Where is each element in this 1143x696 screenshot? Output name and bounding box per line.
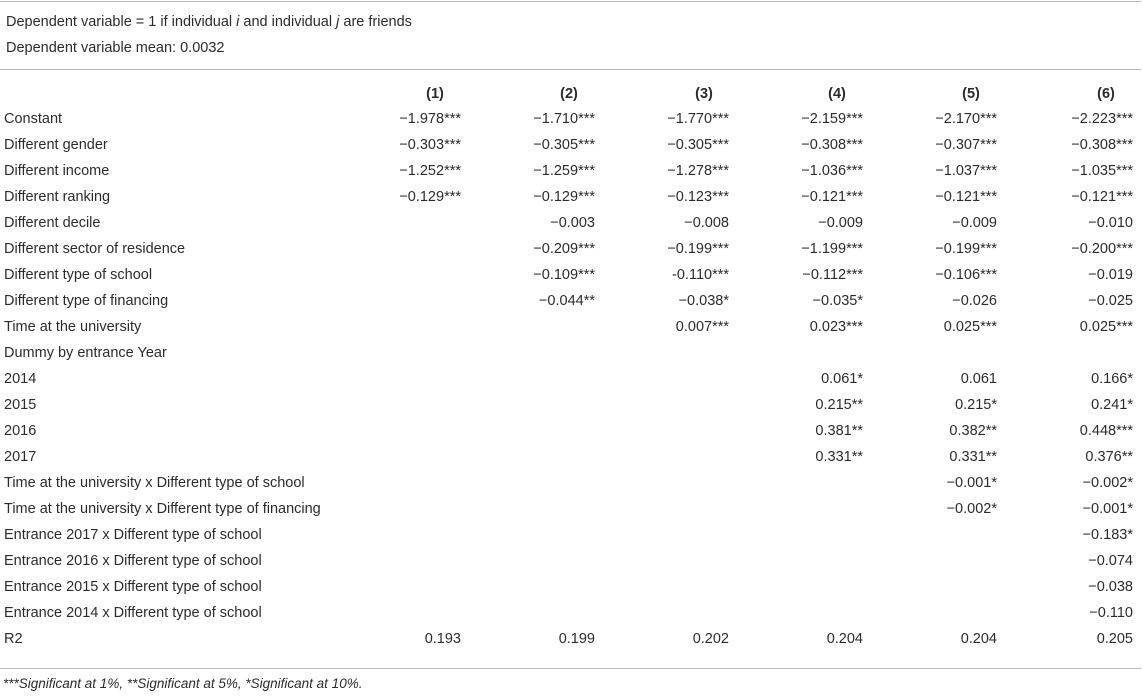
table-cell: −1.770*** [667,111,729,127]
table-row [0,392,1143,418]
table-cell: −1.278*** [667,163,729,179]
row-label: Different sector of residence [4,241,186,257]
table-row [0,574,1143,600]
table-cell: −0.307*** [935,137,997,153]
row-label: R2 [4,631,23,647]
dependent-mid: and individual [239,14,337,30]
table-cell: −0.026 [952,293,997,309]
table-cell: −0.110 [1089,605,1133,621]
table-cell: −0.303*** [399,137,461,153]
table-cell: −0.009 [952,215,997,231]
table-cell: −0.010 [1088,215,1133,231]
table-cell: 0.215** [815,397,863,413]
table-cell: −0.025 [1088,293,1133,309]
row-label: Entrance 2016 x Different type of school [4,553,262,569]
table-cell: −0.129*** [533,189,595,205]
table-cell: 0.025*** [943,319,997,335]
row-label: Time at the university [4,319,142,335]
table-cell: −0.003 [550,215,595,231]
row-label: Entrance 2015 x Different type of school [4,579,262,595]
row-label: Different type of financing [4,293,169,309]
table-row [0,340,1143,366]
table-cell: −0.002* [946,501,997,517]
row-label: 2015 [4,397,37,413]
table-cell: −0.106*** [935,267,997,283]
row-label: Constant [4,111,63,127]
table-cell: −0.305*** [667,137,729,153]
dependent-j: j [336,14,340,30]
dependent-mean-line: Dependent variable mean: 0.0032 [6,40,225,56]
table-cell: −0.308*** [801,137,863,153]
table-row [0,210,1143,236]
table-cell: −0.074 [1088,553,1133,569]
top-rule [0,1,1141,2]
table-body [0,106,1143,652]
table-cell: 0.023*** [809,319,863,335]
table-cell: 0.193 [424,631,461,647]
table-cell: −0.121*** [1071,189,1133,205]
table-cell: 0.061* [821,371,863,387]
table-row [0,262,1143,288]
column-header-5: (5) [962,86,980,102]
table-cell: −0.200*** [1071,241,1133,257]
row-label: Time at the university x Different type of school [4,475,305,491]
table-cell: −1.710*** [533,111,595,127]
table-cell: 0.202 [692,631,729,647]
table-cell: −1.259*** [533,163,595,179]
table-cell: −0.121*** [935,189,997,205]
table-row [0,548,1143,574]
significance-footnote: ***Significant at 1%, **Significant at 5%, *Significant at 10%. [3,676,363,691]
table-cell: −0.009 [818,215,863,231]
dependent-i: i [236,14,240,30]
dependent-variable-line [6,14,412,30]
table-row [0,314,1143,340]
table-cell: −0.038 [1088,579,1133,595]
table-cell: −0.209*** [533,241,595,257]
column-header-3: (3) [695,86,713,102]
row-label: Time at the university x Different type of financing [4,501,321,517]
table-cell: −2.159*** [801,111,863,127]
column-header-6: (6) [1097,86,1115,102]
table-cell: 0.199 [558,631,595,647]
table-row [0,496,1143,522]
table-cell: −1.035*** [1071,163,1133,179]
row-label: Entrance 2014 x Different type of school [4,605,262,621]
table-cell: 0.448*** [1079,423,1133,439]
row-label: 2016 [4,423,37,439]
table-cell: −1.252*** [399,163,461,179]
table-cell: 0.025*** [1079,319,1133,335]
table-cell: 0.382** [949,423,997,439]
table-cell: 0.376** [1085,449,1133,465]
table-cell: −0.038* [678,293,729,309]
table-cell: −0.199*** [667,241,729,257]
table-cell: −0.183* [1082,527,1133,543]
table-cell: −1.978*** [399,111,461,127]
table-cell: 0.241* [1091,397,1133,413]
table-cell: −0.044** [538,293,595,309]
table-cell: −0.308*** [1071,137,1133,153]
table-row [0,132,1143,158]
table-cell: −0.112*** [802,267,863,283]
table-cell: 0.061 [960,371,997,387]
table-cell: −2.170*** [935,111,997,127]
table-cell: −0.035* [812,293,863,309]
table-row [0,184,1143,210]
table-row [0,366,1143,392]
row-label: Different type of school [4,267,153,283]
table-cell: −0.121*** [801,189,863,205]
table-row [0,288,1143,314]
table-cell: −0.109*** [533,267,595,283]
row-label: 2014 [4,371,37,387]
table-cell: −0.199*** [935,241,997,257]
header-rule [0,69,1141,70]
table-cell: 0.204 [960,631,997,647]
table-row [0,418,1143,444]
bottom-rule [0,668,1141,669]
row-label: Different decile [4,215,101,231]
table-cell: −2.223*** [1071,111,1133,127]
dependent-pre: Dependent variable = 1 if individual [6,14,237,30]
row-label: Dummy by entrance Year [4,345,167,361]
column-header-1: (1) [426,86,444,102]
table-row [0,236,1143,262]
row-label: Different ranking [4,189,111,205]
table-row [0,106,1143,132]
table-cell: −1.037*** [935,163,997,179]
table-cell: −0.019 [1088,267,1133,283]
table-cell: 0.215* [955,397,997,413]
table-row [0,600,1143,626]
table-cell: −0.305*** [533,137,595,153]
table-cell: 0.205 [1096,631,1133,647]
table-cell: −1.036*** [801,163,863,179]
table-cell: 0.331** [815,449,863,465]
table-row [0,158,1143,184]
table-row [0,626,1143,652]
table-cell: −0.002* [1082,475,1133,491]
row-label: 2017 [4,449,37,465]
table-row [0,522,1143,548]
row-label: Different gender [4,137,108,153]
column-header-4: (4) [828,86,846,102]
table-cell: 0.007*** [675,319,729,335]
table-cell: 0.381** [815,423,863,439]
table-cell: −0.001* [946,475,997,491]
table-cell: -0.110*** [672,267,729,283]
table-cell: −0.008 [684,215,729,231]
table-cell: 0.204 [826,631,863,647]
table-cell: −0.123*** [667,189,729,205]
table-row [0,470,1143,496]
table-row [0,444,1143,470]
dependent-post: are friends [339,14,412,30]
table-cell: −0.001* [1082,501,1133,517]
table-cell: −1.199*** [801,241,863,257]
column-header-2: (2) [560,86,578,102]
row-label: Entrance 2017 x Different type of school [4,527,262,543]
table-cell: 0.331** [949,449,997,465]
table-cell: −0.129*** [399,189,461,205]
row-label: Different income [4,163,110,179]
table-cell: 0.166* [1091,371,1133,387]
